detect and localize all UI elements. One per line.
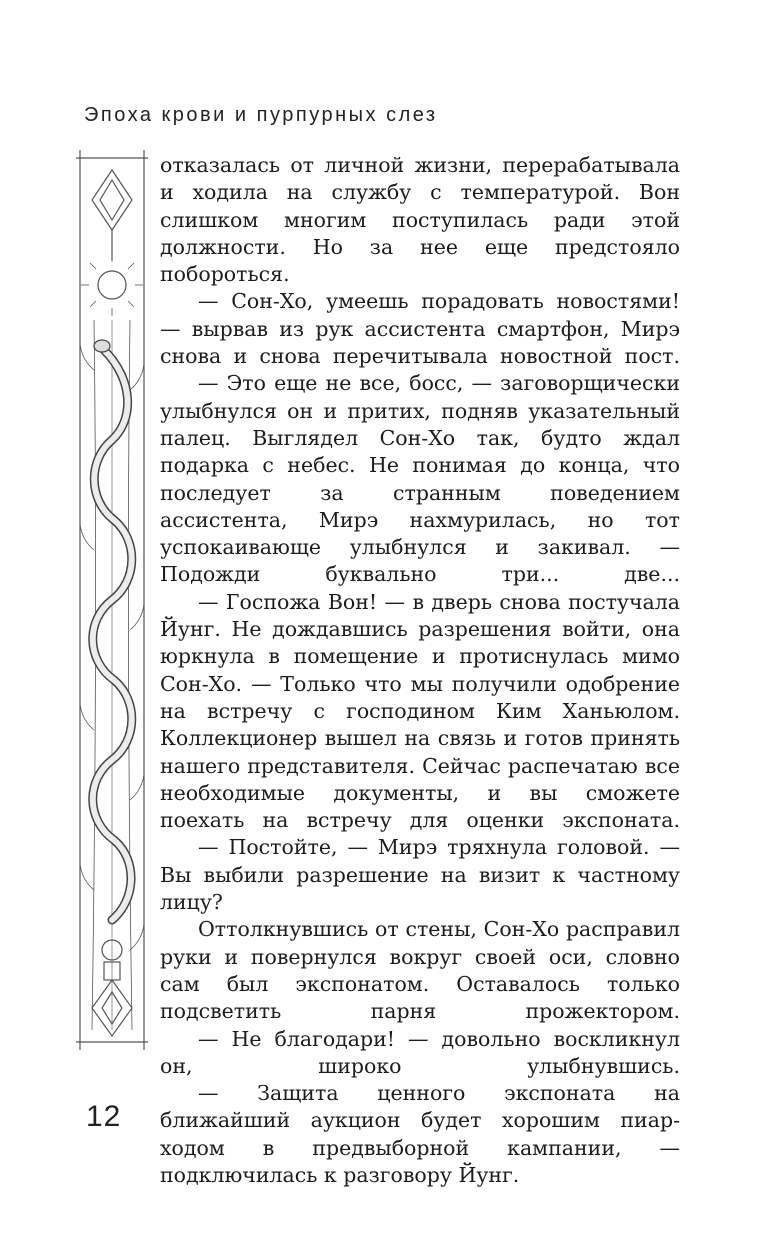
running-title: Эпоха крови и пурпурных слез xyxy=(84,104,438,126)
paragraph: Оттолкнувшись от стены, Сон-Хо расправил руки и повернулся вокруг своей оси, словно сам был экспонатом. Оставалось только подсветить парня прожектором. xyxy=(160,917,680,1024)
paragraph: — Защита ценного экспоната на ближайший аукцион будет хорошим пиар-ходом в предвыборной кампании, — подключилась к разговору Йунг. xyxy=(160,1081,680,1187)
paragraph: — Сон-Хо, умеешь порадовать новостями! — вырвав из рук ассистента смартфон, Мирэ снова и снова перечитывала новостной пост. xyxy=(160,289,680,369)
decorative-border-icon xyxy=(74,150,150,1050)
paragraph: — Госпожа Вон! — в дверь снова постучала Йунг. Не дождавшись разрешения войти, она юркнула в помещение и протиснулась мимо Сон-Хо. — Только что мы получили одобрение на встречу с господином Ким Ханьюлом. Коллекционер вышел на связь и готов принять нашего представителя. Сейчас распечатаю все необходимые документы, и вы сможете поехать на встречу для оценки экспоната. xyxy=(160,589,680,833)
paragraph: — Это еще не все, босс, — заговорщически улыбнулся он и притих, подняв указательный палец. Выглядел Сон-Хо так, будто ждал подарка с небес. Не понимая до конца, что последует за странным поведением ассистента, Мирэ нахмурилась, но тот успокаивающе улыбнулся и закивал. — Подожди буквально три... две... xyxy=(160,371,680,587)
paragraph: — Постойте, — Мирэ тряхнула головой. — Вы выбили разрешение на визит к частному лицу? xyxy=(160,835,680,915)
paragraph: — Не благодари! — довольно воскликнул он, широко улыбнувшись. xyxy=(160,1026,680,1078)
paragraph: отказалась от личной жизни, перерабатывала и ходила на службу с температурой. Вон слишком многим поступилась ради этой должности. Но за нее еще предстояло побороться. xyxy=(160,153,680,287)
page-number: 12 xyxy=(86,1100,122,1133)
body-text xyxy=(160,152,680,1189)
